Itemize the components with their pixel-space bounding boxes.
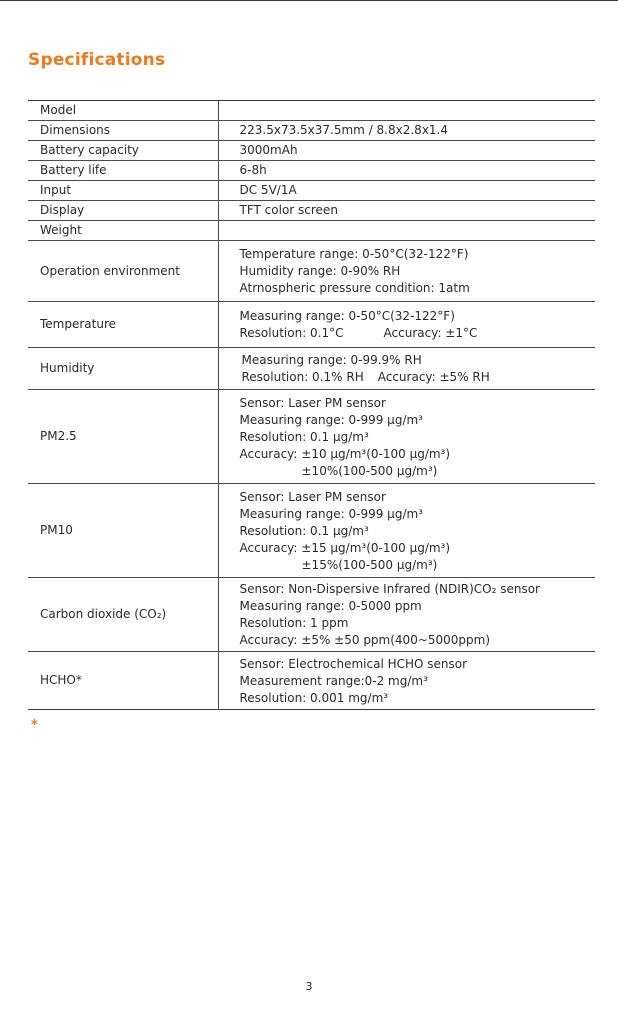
spec-line: Resolution: 0.1°C <box>239 326 344 340</box>
spec-line: Humidity range: 0-90% RH <box>239 264 401 278</box>
spec-line: Measuring range: 0-999 μg/m³ <box>239 412 423 427</box>
spec-label: Operation environment <box>28 241 218 302</box>
spec-line: Resolution: 0.1 μg/m³ <box>239 429 369 444</box>
spec-line: Resolution: 0.001 mg/m³ <box>239 690 389 705</box>
spec-label: Temperature <box>28 302 218 348</box>
spec-line: ±10%(100-500 μg/m³) <box>301 463 438 478</box>
top-rule <box>0 0 618 1</box>
spec-value <box>218 302 595 348</box>
table-row <box>28 141 595 161</box>
spec-label: HCHO* <box>28 652 218 710</box>
spec-label: Model <box>28 101 218 121</box>
spec-label: Carbon dioxide (CO₂) <box>28 578 218 652</box>
spec-value: TFT color screen <box>218 201 595 221</box>
table-row <box>28 484 595 578</box>
table-row <box>28 121 595 141</box>
table-row <box>28 578 595 652</box>
spec-label: Input <box>28 181 218 201</box>
page-title: Specifications <box>28 50 166 70</box>
spec-line: Accuracy: ±15 μg/m³(0-100 μg/m³) <box>239 540 451 555</box>
spec-line: Resolution: 1 ppm <box>239 616 349 630</box>
table-row <box>28 161 595 181</box>
table-row <box>28 101 595 121</box>
spec-value: 6-8h <box>218 161 595 181</box>
spec-line: Measurement range:0-2 mg/m³ <box>239 673 428 688</box>
table-row <box>28 652 595 710</box>
page-number: 3 <box>305 980 313 993</box>
table-row <box>28 302 595 348</box>
spec-line: Accuracy: ±1°C <box>383 326 478 340</box>
table-row <box>28 221 595 241</box>
spec-label: Battery life <box>28 161 218 181</box>
spec-line: Accuracy: ±5% ±50 ppm(400~5000ppm) <box>239 633 491 647</box>
table-row <box>28 181 595 201</box>
spec-value: DC 5V/1A <box>218 181 595 201</box>
spec-line: Sensor: Laser PM sensor <box>239 489 386 504</box>
spec-line: Sensor: Electrochemical HCHO sensor <box>239 656 468 671</box>
spec-value <box>218 101 595 121</box>
spec-value <box>218 578 595 652</box>
spec-label: Battery capacity <box>28 141 218 161</box>
spec-value <box>218 390 595 484</box>
spec-value <box>218 652 595 710</box>
spec-line: ±15%(100-500 μg/m³) <box>301 557 438 572</box>
spec-line: Measuring range: 0-999 μg/m³ <box>239 506 423 521</box>
spec-value <box>218 241 595 302</box>
spec-label: Humidity <box>28 348 218 390</box>
footnote-marker: * <box>31 718 38 733</box>
table-row <box>28 390 595 484</box>
table-row <box>28 241 595 302</box>
spec-line: Measuring range: 0-5000 ppm <box>239 599 422 613</box>
spec-value: 3000mAh <box>218 141 595 161</box>
spec-line: Resolution: 0.1% RH <box>241 370 364 384</box>
spec-line: Measuring range: 0-99.9% RH <box>241 353 422 367</box>
spec-label: PM2.5 <box>28 390 218 484</box>
spec-line: Measuring range: 0-50°C(32-122°F) <box>239 309 455 323</box>
spec-line: Accuracy: ±5% RH <box>377 370 490 384</box>
spec-label: Dimensions <box>28 121 218 141</box>
spec-line: Sensor: Non-Dispersive Infrared (NDIR)CO₂ sensor <box>239 582 540 596</box>
spec-line: Resolution: 0.1 μg/m³ <box>239 523 369 538</box>
spec-value <box>218 484 595 578</box>
spec-value <box>218 221 595 241</box>
spec-line: Accuracy: ±10 μg/m³(0-100 μg/m³) <box>239 446 451 461</box>
spec-label: PM10 <box>28 484 218 578</box>
spec-value <box>218 348 595 390</box>
spec-line: Atrnospheric pressure condition: 1atm <box>239 281 470 295</box>
spec-label: Display <box>28 201 218 221</box>
spec-label: Weight <box>28 221 218 241</box>
spec-line: Temperature range: 0-50°C(32-122°F) <box>239 247 469 261</box>
table-row <box>28 201 595 221</box>
table-row <box>28 348 595 390</box>
spec-value: 223.5x73.5x37.5mm / 8.8x2.8x1.4 <box>218 121 595 141</box>
spec-line: Sensor: Laser PM sensor <box>239 395 386 410</box>
specifications-table <box>28 100 595 710</box>
